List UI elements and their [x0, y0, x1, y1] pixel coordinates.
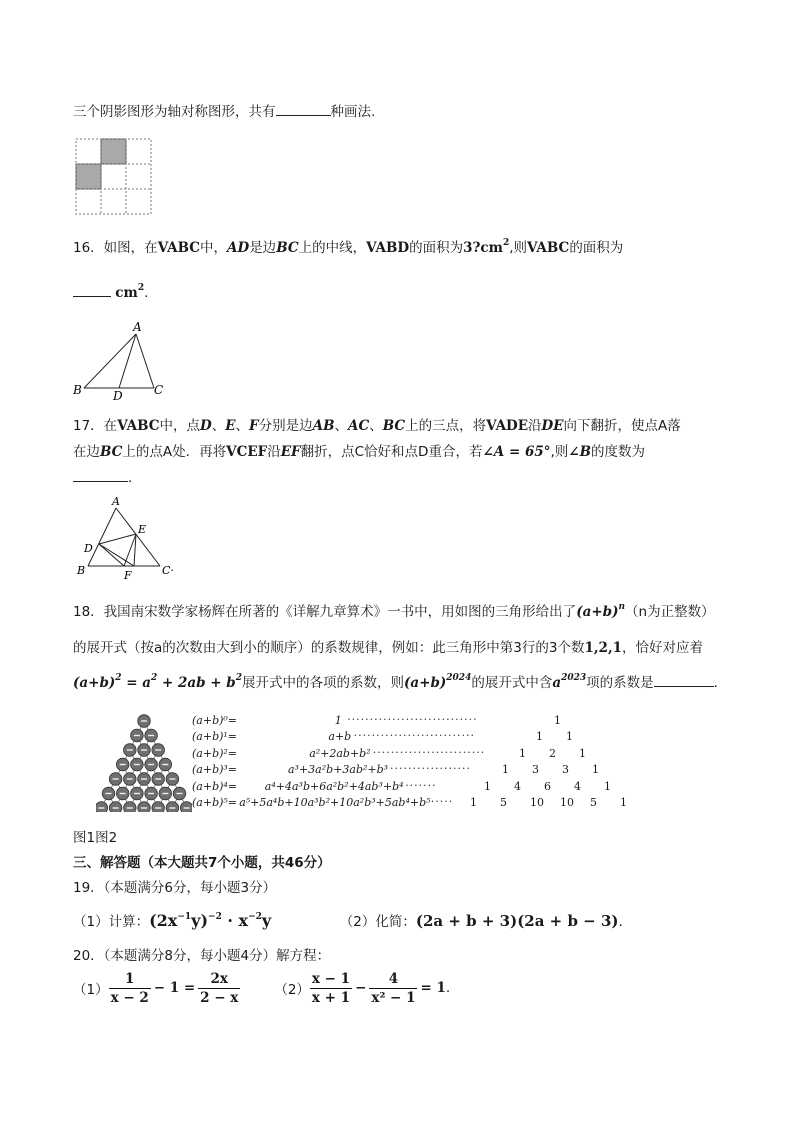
fraction: $\frac{x - 1}{x + 1}$ [311, 970, 351, 1006]
pascal-circle [109, 802, 122, 812]
figure-caption: 图1图2 [73, 830, 118, 846]
pascal-dots: ····························· [347, 713, 478, 726]
q20-title: 20．（本题满分8分，每小题4分）解方程： [73, 948, 331, 964]
pascal-coefficient: 1 [536, 730, 543, 744]
pascal-coefficient: 5 [590, 796, 597, 809]
q18-line1: 18．我国南宋数学家杨辉在所著的《详解九章算术》一书中，用如图的三角形给出了$(a+b)^n(n$为正整数） [73, 602, 715, 620]
label-d: D [113, 389, 123, 403]
pascal-coefficient: 1 [579, 746, 586, 760]
pascal-coefficient: 10 [560, 796, 574, 809]
pascal-dots: ··························· [353, 729, 476, 743]
pascal-coefficient: 1 [592, 763, 599, 777]
pascal-lhs: (a+b)¹= [192, 730, 238, 744]
pascal-coefficient: 1 [566, 730, 573, 744]
pascal-coefficient: 1 [502, 763, 509, 777]
pascal-circle-triangle [96, 712, 192, 812]
shaded-square-left [76, 164, 101, 189]
pascal-expansion: a³+3a²b+3ab²+b³ [288, 763, 389, 777]
pascal-circle [124, 802, 137, 812]
q19-title: 19．（本题满分6分，每小题3分） [73, 880, 277, 896]
pascal-coefficient: 6 [544, 779, 551, 793]
pascal-coefficient: 10 [530, 796, 544, 809]
q16-line: 16．如图，在VABC中，AD是边BC上的中线，VABD的面积为$3?cm^2$,则VABC的面积为 [73, 238, 624, 256]
q17-fold-figure [74, 494, 184, 584]
q16-answer-line: $cm^2$. [73, 282, 148, 303]
q19-parts: （1）计算：$(2x^{-1}y)^{-2} \cdot x^{-2}y$ （2）化简：(2a + b + 3)(2a + b − 3). [73, 911, 623, 930]
label-a: A [112, 495, 120, 508]
pascal-coefficient: 1 [620, 796, 627, 809]
pascal-dots: ·················· [390, 762, 471, 776]
label-b: B [73, 383, 82, 397]
pascal-dots: ····· [430, 795, 454, 808]
answer-blank[interactable] [276, 101, 331, 116]
pascal-coefficient: 1 [484, 779, 491, 793]
q16-triangle-figure [70, 318, 180, 404]
pascal-expansion: a⁴+4a³b+6a²b²+4ab³+b⁴ [264, 779, 404, 793]
pascal-dots: ······· [405, 778, 437, 792]
pascal-expansion: 1 [334, 714, 342, 727]
label-c: C· [162, 564, 174, 577]
q15-after: 种画法. [330, 104, 376, 120]
pascal-expansion: a²+2ab+b² [309, 746, 371, 760]
pascal-circle [138, 802, 151, 812]
q17-line2: 在边BC上的点A处．再将VCEF沿EF翻折，点C恰好和点D重合，若∠A = 65°,则∠B的度数为 [73, 444, 646, 460]
fraction: $\frac{2x}{2 - x}$ [200, 970, 239, 1006]
q15-text: 三个阴影图形为轴对称图形，共有 [73, 104, 276, 120]
pascal-coefficient: 1 [470, 796, 477, 809]
pascal-coefficient: 1 [519, 746, 526, 760]
pascal-coefficient: 4 [574, 779, 581, 793]
answer-blank[interactable] [73, 282, 111, 297]
pascal-dots: ························· [372, 745, 486, 759]
q17-line1: 17．在VABC中，点D、E、F分别是边AB、AC、BC上的三点，将VADE沿DE向下翻折，使点A落 [73, 418, 681, 434]
pascal-coefficient: 2 [549, 746, 556, 760]
fraction: $\frac{1}{x - 2}$ [110, 970, 149, 1006]
pascal-circle [152, 802, 165, 812]
pascal-lhs: (a+b)⁴= [192, 779, 238, 793]
pascal-coefficient: 4 [514, 779, 521, 793]
q17-answer-line: . [73, 467, 132, 488]
label-b: B [77, 564, 86, 577]
q20-parts: （1） $\frac{1}{x - 2}$ − 1 = $\frac{2x}{2 - x}$ （2） $\frac{x - 1}{x + 1}$ − $\frac{4}{\text{x² − 1}}$ = 1 . [73, 970, 451, 1006]
q18-line3: $(a+b)^2 = a^2 + 2ab + b^2$展开式中的各项的系数，则$(a+b)^{2024}$的展开式中含$a^{2023}$项的系数是 . [73, 673, 718, 691]
pascal-lhs: (a+b)⁰= [192, 714, 238, 727]
q15-grid-figure [74, 137, 154, 215]
pascal-expansion: a+b [328, 730, 352, 744]
fraction: $\frac{4}{\text{x² − 1}}$ [371, 970, 416, 1006]
pascal-coefficient: 1 [604, 779, 611, 793]
section-heading: 三、解答题（本大题共7个小题，共46分） [73, 855, 331, 871]
pascal-coefficient: 3 [562, 763, 569, 777]
pascal-coefficient: 5 [500, 796, 507, 809]
pascal-coefficient: 3 [532, 763, 539, 777]
pascal-circle [96, 802, 108, 812]
pascal-lhs: (a+b)²= [192, 746, 238, 760]
pascal-expansion: a⁵+5a⁴b+10a³b²+10a²b³+5ab⁴+b⁵ [239, 796, 431, 809]
pascal-coefficient: 1 [554, 714, 561, 727]
q18-line2: 的展开式（按a的次数由大到小的顺序）的系数规律，例如：此三角形中第3行的3个数1,2,1，恰好对应着 [73, 640, 704, 656]
pascal-circle [180, 802, 192, 812]
label-f: F [124, 569, 132, 582]
pascal-lhs: (a+b)³= [192, 763, 238, 777]
pascal-expansion-table [192, 712, 662, 812]
shaded-square-top [101, 139, 126, 164]
label-a: A [133, 320, 142, 334]
q15-line [73, 101, 375, 122]
label-c: C [154, 383, 164, 397]
label-d: D [84, 542, 93, 555]
answer-blank[interactable] [73, 467, 128, 482]
pascal-lhs: (a+b)⁵= [192, 796, 238, 809]
pascal-circle [166, 802, 179, 812]
answer-blank[interactable] [654, 672, 714, 687]
label-e: E [138, 523, 147, 536]
